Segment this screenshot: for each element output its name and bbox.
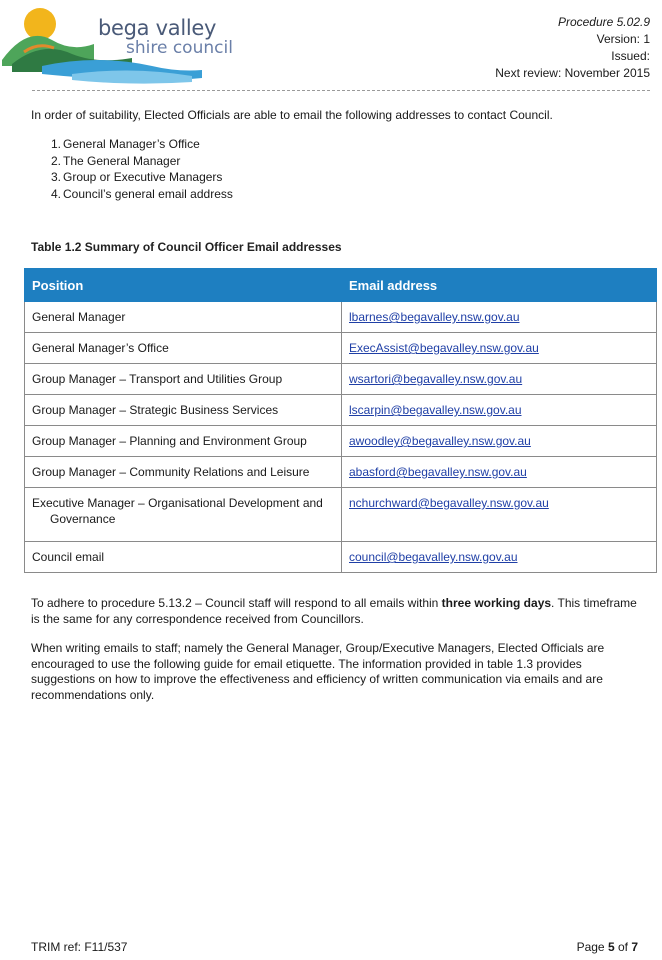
header-divider bbox=[32, 90, 650, 91]
emphasis-three-working-days: three working days bbox=[441, 596, 552, 610]
column-header-email: Email address bbox=[342, 269, 657, 302]
position-cell: General Manager’s Office bbox=[25, 333, 342, 364]
email-link[interactable]: wsartori@begavalley.nsw.gov.au bbox=[349, 372, 523, 386]
position-text-line-1: Executive Manager – Organisational Development and bbox=[32, 496, 323, 510]
email-link[interactable]: lscarpin@begavalley.nsw.gov.au bbox=[349, 403, 522, 417]
email-cell bbox=[342, 542, 657, 573]
email-link[interactable]: council@begavalley.nsw.gov.au bbox=[349, 550, 518, 564]
email-link[interactable]: abasford@begavalley.nsw.gov.au bbox=[349, 465, 527, 479]
position-cell: Group Manager – Community Relations and Leisure bbox=[25, 457, 342, 488]
list-item: 1. General Manager’s Office bbox=[51, 137, 200, 151]
document-header-meta bbox=[495, 14, 650, 82]
position-cell: Group Manager – Transport and Utilities Group bbox=[25, 364, 342, 395]
list-item: 3. Group or Executive Managers bbox=[51, 170, 223, 184]
logo-wordmark bbox=[98, 18, 233, 57]
email-cell bbox=[342, 488, 657, 542]
email-cell bbox=[342, 302, 657, 333]
email-address-table bbox=[24, 268, 657, 573]
email-etiquette-paragraph: When writing emails to staff; namely the General Manager, Group/Executive Managers, Elected Officials are encouraged to use the following guide for email etiquette. The information provided in table 1.3 provides suggestions on how to improve the effectiveness and efficiency of written communication via emails and are recommendations only. bbox=[31, 641, 605, 702]
email-cell bbox=[342, 457, 657, 488]
list-item: 4. Council’s general email address bbox=[51, 186, 233, 201]
email-cell bbox=[342, 395, 657, 426]
position-cell: Council email bbox=[25, 542, 342, 573]
email-link[interactable]: lbarnes@begavalley.nsw.gov.au bbox=[349, 310, 520, 324]
email-link[interactable]: awoodley@begavalley.nsw.gov.au bbox=[349, 434, 531, 448]
table-row bbox=[25, 364, 657, 395]
table-row bbox=[25, 488, 657, 542]
trim-reference: TRIM ref: F11/537 bbox=[31, 940, 128, 954]
issued-label: Issued: bbox=[611, 49, 650, 63]
column-header-position: Position bbox=[25, 269, 342, 302]
page-number: Page 5 of 7 bbox=[576, 940, 638, 954]
next-review-label: Next review: November 2015 bbox=[495, 66, 650, 80]
table-row bbox=[25, 333, 657, 364]
table-caption: Table 1.2 Summary of Council Officer Email addresses bbox=[31, 240, 342, 254]
email-cell bbox=[342, 333, 657, 364]
logo-line-1: bega valley bbox=[98, 16, 217, 40]
intro-paragraph: In order of suitability, Elected Officials are able to email the following addresses to contact Council. bbox=[31, 108, 553, 122]
position-cell: Group Manager – Strategic Business Services bbox=[25, 395, 342, 426]
council-logo bbox=[2, 4, 242, 86]
email-link[interactable]: nchurchward@begavalley.nsw.gov.au bbox=[349, 496, 549, 510]
position-text-line-2: Governance bbox=[50, 512, 116, 526]
table-header-row bbox=[25, 269, 657, 302]
table-row bbox=[25, 542, 657, 573]
contact-order-list bbox=[51, 136, 233, 202]
position-cell: Group Manager – Planning and Environment Group bbox=[25, 426, 342, 457]
position-cell bbox=[25, 488, 342, 542]
table-row bbox=[25, 395, 657, 426]
table-row bbox=[25, 457, 657, 488]
procedure-number: Procedure 5.02.9 bbox=[557, 15, 650, 29]
response-time-paragraph: To adhere to procedure 5.13.2 – Council staff will respond to all emails within three working days. This timeframe is the same for any correspondence received from Councillors. bbox=[31, 596, 637, 626]
table-row bbox=[25, 302, 657, 333]
email-cell bbox=[342, 426, 657, 457]
version-label: Version: 1 bbox=[596, 32, 650, 46]
position-cell: General Manager bbox=[25, 302, 342, 333]
email-link[interactable]: ExecAssist@begavalley.nsw.gov.au bbox=[349, 341, 539, 355]
list-item: 2. The General Manager bbox=[51, 153, 181, 168]
email-cell bbox=[342, 364, 657, 395]
table-row bbox=[25, 426, 657, 457]
logo-line-2: shire council bbox=[126, 38, 233, 58]
